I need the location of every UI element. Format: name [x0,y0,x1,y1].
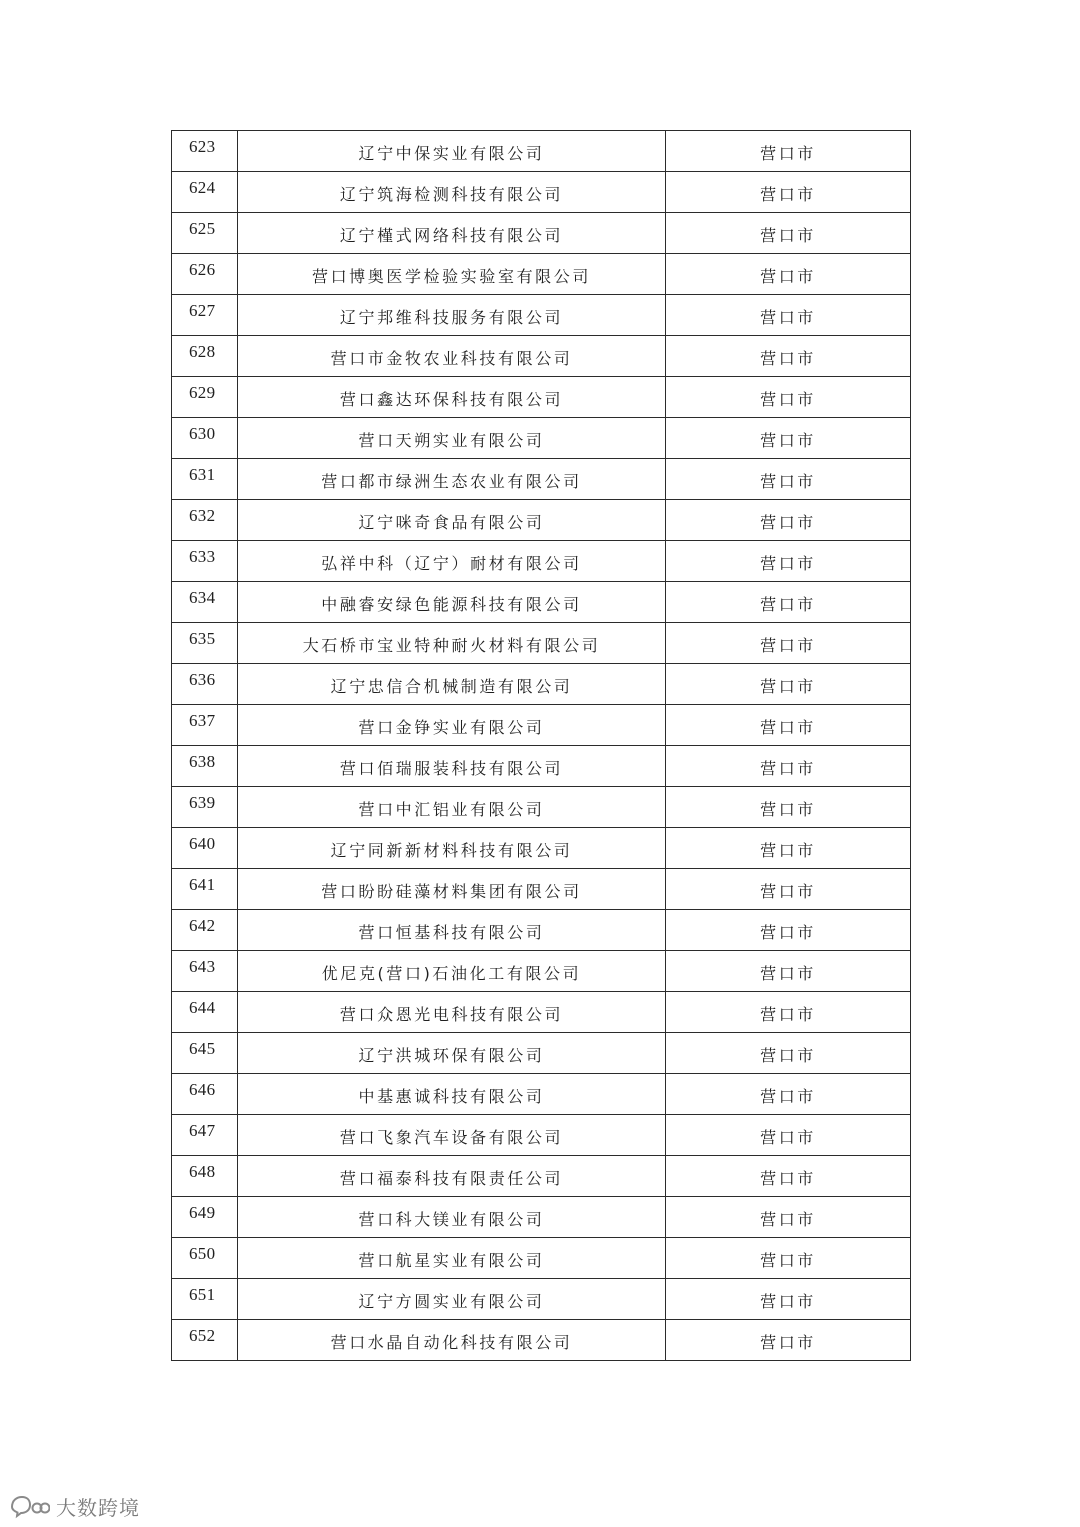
city-name: 营口市 [666,172,911,213]
city-name: 营口市 [666,1238,911,1279]
city-name: 营口市 [666,459,911,500]
row-number: 646 [172,1074,238,1115]
company-name: 营口飞象汽车设备有限公司 [238,1115,666,1156]
city-name: 营口市 [666,1115,911,1156]
company-name: 营口中汇铝业有限公司 [238,787,666,828]
city-name: 营口市 [666,131,911,172]
company-name: 营口佰瑞服装科技有限公司 [238,746,666,787]
row-number: 632 [172,500,238,541]
row-number: 651 [172,1279,238,1320]
row-number: 631 [172,459,238,500]
city-name: 营口市 [666,910,911,951]
city-name: 营口市 [666,1197,911,1238]
city-name: 营口市 [666,1320,911,1361]
row-number: 638 [172,746,238,787]
company-name: 辽宁中保实业有限公司 [238,131,666,172]
row-number: 629 [172,377,238,418]
company-name: 营口市金牧农业科技有限公司 [238,336,666,377]
company-name: 辽宁方圆实业有限公司 [238,1279,666,1320]
table-row [172,1074,911,1115]
table-row [172,131,911,172]
company-name: 辽宁同新新材料科技有限公司 [238,828,666,869]
row-number: 647 [172,1115,238,1156]
row-number: 639 [172,787,238,828]
table-row [172,582,911,623]
table-row [172,1033,911,1074]
city-name: 营口市 [666,787,911,828]
row-number: 641 [172,869,238,910]
row-number: 650 [172,1238,238,1279]
company-name: 辽宁邦维科技服务有限公司 [238,295,666,336]
company-name: 营口博奥医学检验实验室有限公司 [238,254,666,295]
table-row [172,664,911,705]
table-row [172,295,911,336]
company-name: 营口盼盼硅藻材料集团有限公司 [238,869,666,910]
row-number: 649 [172,1197,238,1238]
city-name: 营口市 [666,254,911,295]
row-number: 625 [172,213,238,254]
city-name: 营口市 [666,500,911,541]
company-name: 营口水晶自动化科技有限公司 [238,1320,666,1361]
table-row [172,787,911,828]
company-name: 营口众恩光电科技有限公司 [238,992,666,1033]
table-row [172,951,911,992]
row-number: 627 [172,295,238,336]
company-name: 营口恒基科技有限公司 [238,910,666,951]
company-name: 营口航星实业有限公司 [238,1238,666,1279]
row-number: 635 [172,623,238,664]
city-name: 营口市 [666,1279,911,1320]
city-name: 营口市 [666,1033,911,1074]
city-name: 营口市 [666,1156,911,1197]
company-list-table [171,130,911,1361]
company-name: 辽宁忠信合机械制造有限公司 [238,664,666,705]
row-number: 636 [172,664,238,705]
row-number: 640 [172,828,238,869]
company-list-body [172,131,911,1361]
row-number: 624 [172,172,238,213]
table-row [172,910,911,951]
table-row [172,254,911,295]
company-name: 营口金铮实业有限公司 [238,705,666,746]
city-name: 营口市 [666,664,911,705]
company-name: 营口福泰科技有限责任公司 [238,1156,666,1197]
city-name: 营口市 [666,213,911,254]
table-row [172,418,911,459]
table-row [172,705,911,746]
table-row [172,869,911,910]
table-row [172,992,911,1033]
table-row [172,1115,911,1156]
city-name: 营口市 [666,418,911,459]
table-row [172,459,911,500]
city-name: 营口市 [666,951,911,992]
table-row [172,1320,911,1361]
city-name: 营口市 [666,1074,911,1115]
city-name: 营口市 [666,541,911,582]
table-row [172,213,911,254]
table-row [172,623,911,664]
company-name: 优尼克(营口)石油化工有限公司 [238,951,666,992]
city-name: 营口市 [666,623,911,664]
row-number: 623 [172,131,238,172]
company-name: 弘祥中科（辽宁）耐材有限公司 [238,541,666,582]
table-row [172,500,911,541]
city-name: 营口市 [666,992,911,1033]
company-name: 大石桥市宝业特种耐火材料有限公司 [238,623,666,664]
company-name: 辽宁洪城环保有限公司 [238,1033,666,1074]
row-number: 628 [172,336,238,377]
city-name: 营口市 [666,377,911,418]
company-name: 中基惠诚科技有限公司 [238,1074,666,1115]
company-name: 辽宁槿式网络科技有限公司 [238,213,666,254]
city-name: 营口市 [666,295,911,336]
city-name: 营口市 [666,582,911,623]
watermark [6,1492,140,1521]
company-name: 营口科大镁业有限公司 [238,1197,666,1238]
row-number: 652 [172,1320,238,1361]
row-number: 626 [172,254,238,295]
company-name: 辽宁咪奇食品有限公司 [238,500,666,541]
table-row [172,1279,911,1320]
row-number: 643 [172,951,238,992]
watermark-text: 大数跨境 [56,1496,140,1520]
city-name: 营口市 [666,336,911,377]
city-name: 营口市 [666,746,911,787]
row-number: 633 [172,541,238,582]
city-name: 营口市 [666,869,911,910]
company-name: 营口鑫达环保科技有限公司 [238,377,666,418]
table-row [172,1156,911,1197]
row-number: 648 [172,1156,238,1197]
chat-bubble-logo-icon [6,1494,50,1520]
table-row [172,746,911,787]
table-row [172,1238,911,1279]
company-name: 营口天朔实业有限公司 [238,418,666,459]
city-name: 营口市 [666,828,911,869]
row-number: 642 [172,910,238,951]
table-row [172,336,911,377]
table-row [172,828,911,869]
row-number: 645 [172,1033,238,1074]
table-row [172,172,911,213]
table-row [172,541,911,582]
company-name: 营口都市绿洲生态农业有限公司 [238,459,666,500]
table-row [172,1197,911,1238]
city-name: 营口市 [666,705,911,746]
row-number: 637 [172,705,238,746]
company-name: 辽宁筑海检测科技有限公司 [238,172,666,213]
table-row [172,377,911,418]
row-number: 634 [172,582,238,623]
row-number: 644 [172,992,238,1033]
row-number: 630 [172,418,238,459]
company-name: 中融睿安绿色能源科技有限公司 [238,582,666,623]
